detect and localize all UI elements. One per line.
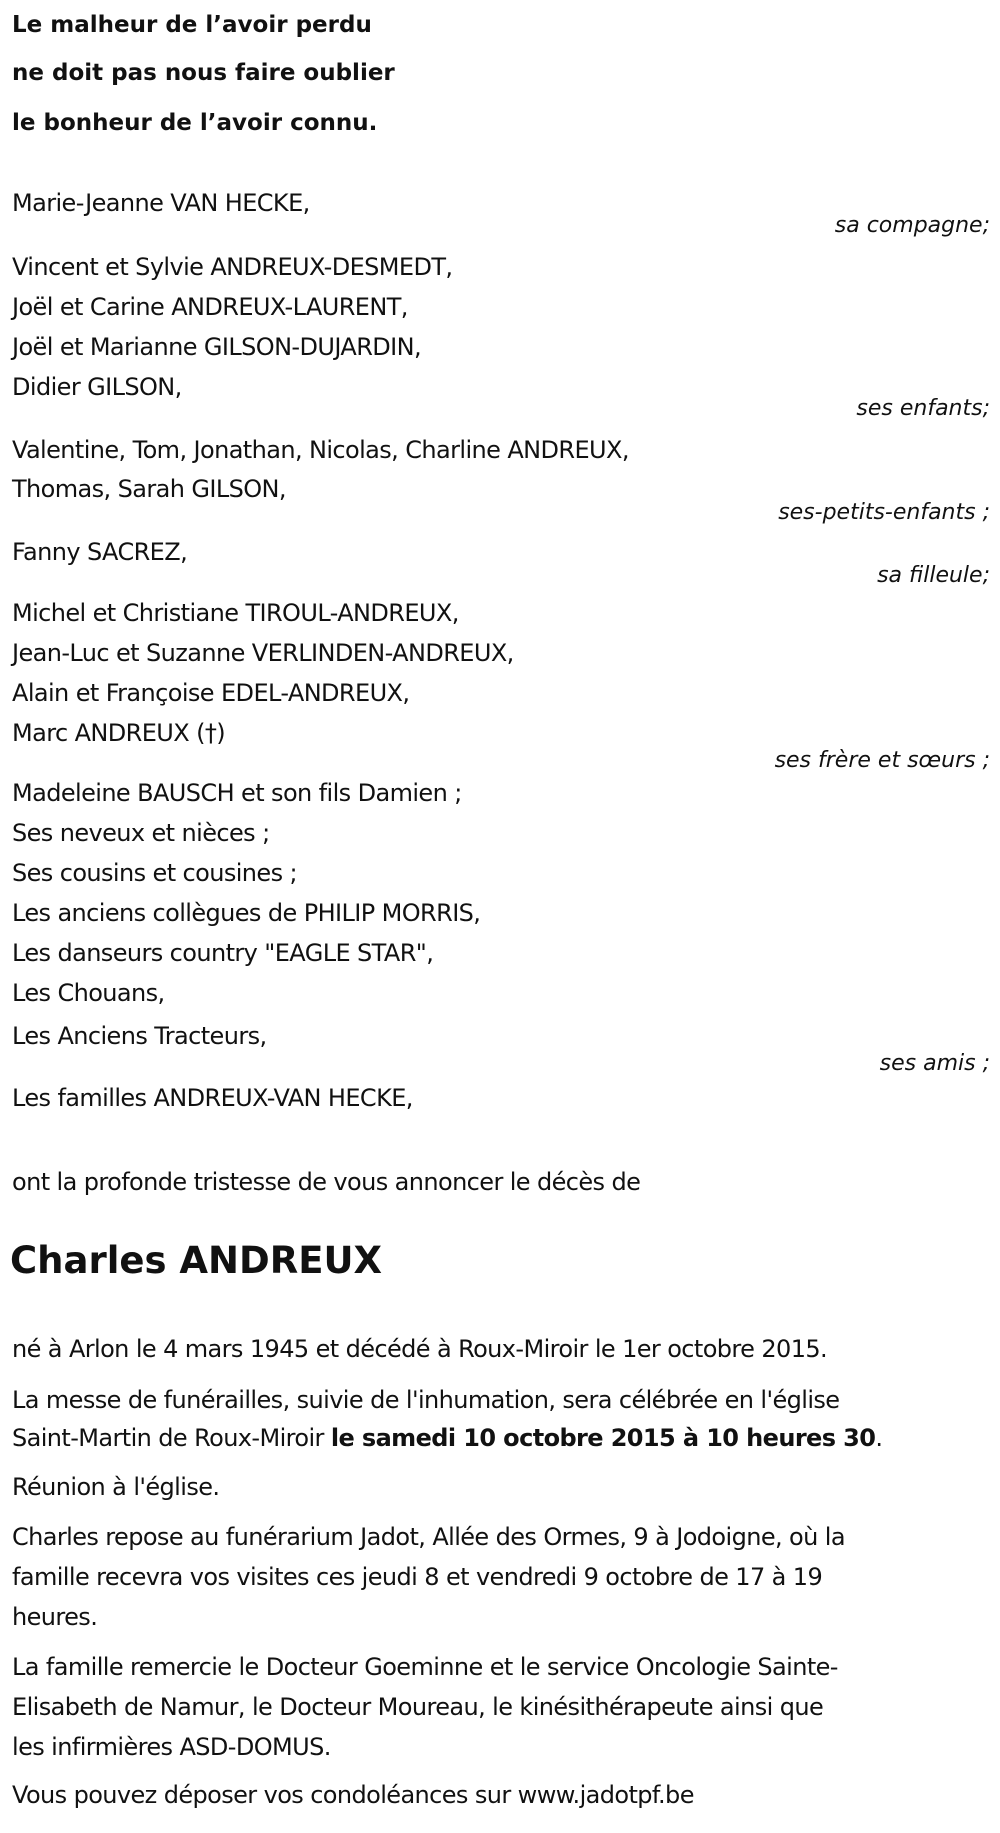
- funeral-location: Saint-Martin de Roux-Miroir: [12, 1424, 331, 1452]
- epigraph-line: le bonheur de l’avoir connu.: [12, 110, 378, 136]
- family-name: Joël et Carine ANDREUX-LAURENT,: [12, 293, 408, 321]
- family-name: Valentine, Tom, Jonathan, Nicolas, Charline ANDREUX,: [12, 436, 629, 464]
- family-name: Madeleine BAUSCH et son fils Damien ;: [12, 779, 462, 807]
- relation-label: sa compagne;: [834, 213, 990, 238]
- family-name: Les Anciens Tracteurs,: [12, 1022, 267, 1050]
- family-name: Jean-Luc et Suzanne VERLINDEN-ANDREUX,: [12, 639, 514, 667]
- condolences-text: Vous pouvez déposer vos condoléances sur www.jadotpf.be: [12, 1781, 694, 1809]
- family-name: Joël et Marianne GILSON-DUJARDIN,: [12, 333, 422, 361]
- family-name: Vincent et Sylvie ANDREUX-DESMEDT,: [12, 253, 453, 281]
- family-name: Michel et Christiane TIROUL-ANDREUX,: [12, 599, 459, 627]
- family-name: Les anciens collègues de PHILIP MORRIS,: [12, 899, 481, 927]
- funeral-date-time: le samedi 10 octobre 2015 à 10 heures 30: [330, 1424, 876, 1452]
- family-name: Les familles ANDREUX-VAN HECKE,: [12, 1084, 413, 1112]
- thanks-line: les infirmières ASD-DOMUS.: [12, 1733, 331, 1761]
- relation-label: ses amis ;: [879, 1051, 990, 1076]
- deceased-name-heading: Charles ANDREUX: [10, 1239, 383, 1282]
- epigraph-line: Le malheur de l’avoir perdu: [12, 12, 372, 38]
- family-name: Marie-Jeanne VAN HECKE,: [12, 189, 310, 217]
- visitation-line: famille recevra vos visites ces jeudi 8 et vendredi 9 octobre de 17 à 19: [12, 1563, 823, 1591]
- family-name: Alain et Françoise EDEL-ANDREUX,: [12, 679, 410, 707]
- family-name: Les Chouans,: [12, 979, 165, 1007]
- family-name: Ses cousins et cousines ;: [12, 859, 298, 887]
- funeral-line-end: .: [875, 1424, 883, 1452]
- family-name: Didier GILSON,: [12, 373, 182, 401]
- relation-label: sa filleule;: [877, 563, 990, 588]
- relation-label: ses enfants;: [856, 396, 990, 421]
- family-name: Thomas, Sarah GILSON,: [12, 475, 286, 503]
- visitation-line: Charles repose au funérarium Jadot, Allée des Ormes, 9 à Jodoigne, où la: [12, 1523, 845, 1551]
- family-name: Ses neveux et nièces ;: [12, 819, 270, 847]
- announcement-text: ont la profonde tristesse de vous annoncer le décès de: [12, 1168, 641, 1196]
- thanks-line: La famille remercie le Docteur Goeminne et le service Oncologie Sainte-: [12, 1653, 838, 1681]
- relation-label: ses-petits-enfants ;: [778, 500, 990, 525]
- family-name: Marc ANDREUX (†): [12, 719, 226, 747]
- relation-label: ses frère et sœurs ;: [774, 748, 990, 773]
- birth-death-text: né à Arlon le 4 mars 1945 et décédé à Roux-Miroir le 1er octobre 2015.: [12, 1335, 828, 1363]
- meeting-text: Réunion à l'église.: [12, 1473, 220, 1501]
- visitation-line: heures.: [12, 1603, 98, 1631]
- funeral-text-line: [12, 1418, 882, 1458]
- funeral-text-line: La messe de funérailles, suivie de l'inhumation, sera célébrée en l'église: [12, 1386, 840, 1414]
- thanks-line: Elisabeth de Namur, le Docteur Moureau, le kinésithérapeute ainsi que: [12, 1693, 824, 1721]
- epigraph-line: ne doit pas nous faire oublier: [12, 60, 395, 86]
- family-name: Les danseurs country "EAGLE STAR",: [12, 939, 434, 967]
- family-name: Fanny SACREZ,: [12, 538, 188, 566]
